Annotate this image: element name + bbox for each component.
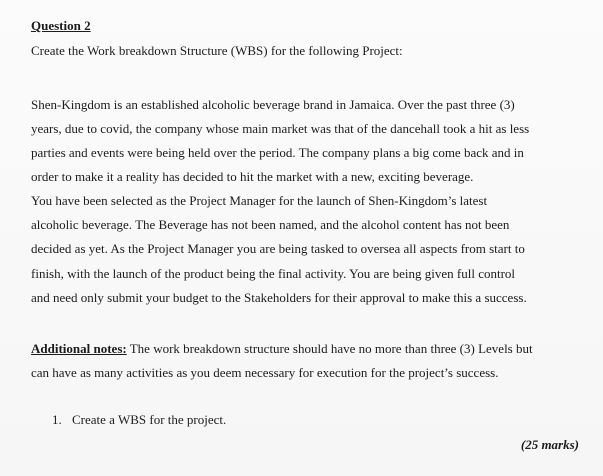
body-line: parties and events were being held over the period. The company plans a big come back and in: [31, 145, 524, 160]
task-number: 1.: [52, 412, 62, 427]
body-line: finish, with the launch of the product being the final activity. You are being given full control: [31, 266, 516, 281]
task-text: Create a WBS for the project.: [72, 412, 227, 427]
body-line: Shen-Kingdom is an established alcoholic beverage brand in Jamaica. Over the past three (3): [31, 97, 515, 112]
body-line: and need only submit your budget to the Stakeholders for their approval to make this a success.: [31, 290, 527, 305]
marks-allocation: (25 marks): [520, 437, 579, 452]
body-line: alcoholic beverage. The Beverage has not been named, and the alcohol content has not been: [31, 217, 510, 232]
body-line: years, due to covid, the company whose main market was that of the dancehall took a hit as less: [31, 121, 530, 136]
additional-notes-label: Additional notes:: [31, 341, 127, 356]
body-line: order to make it a reality has decided to hit the market with a new, exciting beverage.: [31, 169, 474, 184]
body-line: You have been selected as the Project Manager for the launch of Shen-Kingdom’s latest: [31, 193, 488, 208]
question-heading: Question 2: [31, 18, 91, 33]
task-list-item: [52, 412, 226, 428]
question-prompt: Create the Work breakdown Structure (WBS) for the following Project:: [31, 43, 403, 58]
additional-notes: [31, 341, 533, 357]
additional-notes-continued: can have as many activities as you deem necessary for execution for the project’s success.: [31, 365, 499, 380]
additional-notes-text: The work breakdown structure should have no more than three (3) Levels but: [126, 341, 533, 356]
body-line: decided as yet. As the Project Manager you are being tasked to oversea all aspects from start to: [31, 241, 525, 256]
